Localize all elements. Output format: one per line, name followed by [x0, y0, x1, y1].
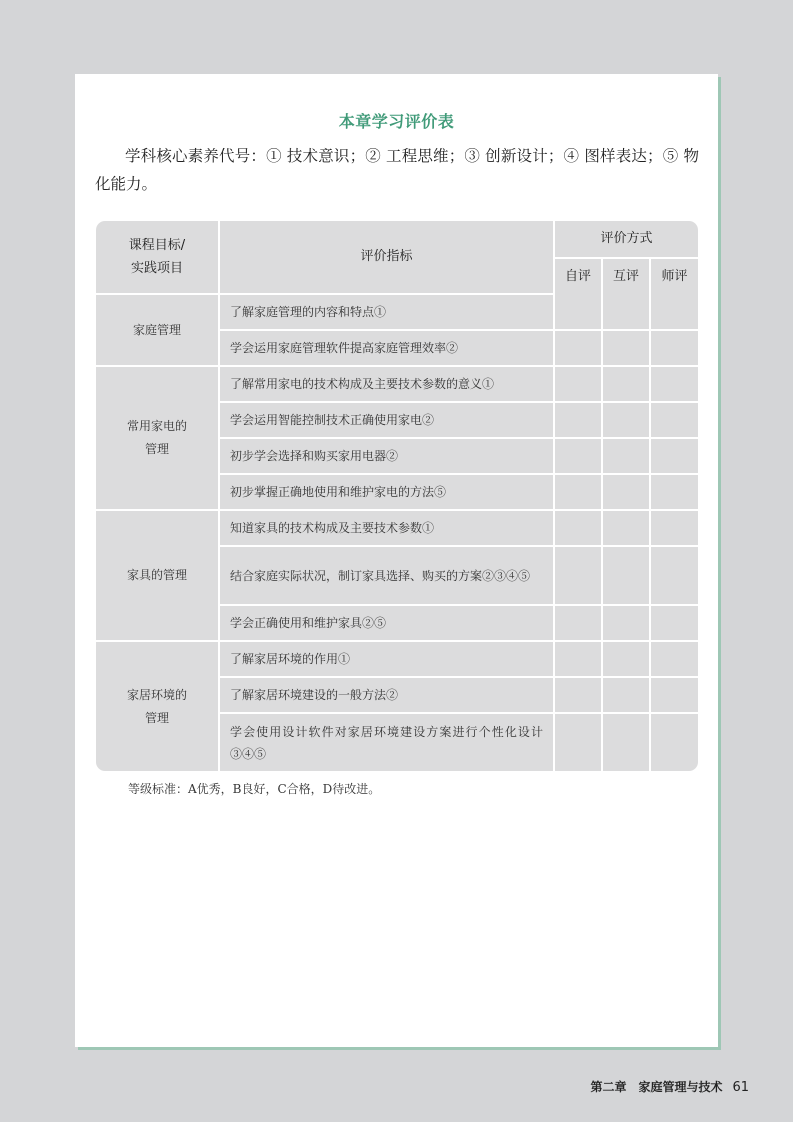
- teacher-eval-cell[interactable]: [650, 330, 698, 366]
- teacher-eval-cell[interactable]: [650, 366, 698, 402]
- header-method: 评价方式: [554, 221, 698, 258]
- teacher-eval-cell[interactable]: [650, 713, 698, 771]
- peer-eval-cell[interactable]: [602, 546, 650, 605]
- self-eval-cell[interactable]: [554, 677, 602, 713]
- peer-eval-cell[interactable]: [602, 713, 650, 771]
- self-eval-cell[interactable]: [554, 546, 602, 605]
- peer-eval-cell[interactable]: [602, 366, 650, 402]
- indicator-cell: 学会运用家庭管理软件提高家庭管理效率②: [219, 330, 554, 366]
- indicator-cell: 了解家居环境的作用①: [219, 641, 554, 677]
- peer-eval-cell[interactable]: [602, 402, 650, 438]
- peer-eval-cell[interactable]: [602, 677, 650, 713]
- peer-eval-cell[interactable]: [602, 438, 650, 474]
- self-eval-cell[interactable]: [554, 641, 602, 677]
- indicator-cell: 了解家庭管理的内容和特点①: [219, 294, 554, 330]
- peer-eval-cell[interactable]: [602, 330, 650, 366]
- self-eval-cell[interactable]: [554, 294, 602, 330]
- indicator-cell: 学会正确使用和维护家具②⑤: [219, 605, 554, 641]
- self-eval-cell[interactable]: [554, 330, 602, 366]
- project-home-environment-management: 家居环境的 管理: [96, 641, 219, 771]
- project-appliance-management: 常用家电的 管理: [96, 366, 219, 510]
- peer-eval-cell[interactable]: [602, 510, 650, 546]
- teacher-eval-cell[interactable]: [650, 474, 698, 510]
- grading-footnote: 等级标准：A优秀，B良好，C合格，D待改进。: [128, 782, 381, 796]
- indicator-cell: 了解常用家电的技术构成及主要技术参数的意义①: [219, 366, 554, 402]
- project-furniture-management: 家具的管理: [96, 510, 219, 641]
- teacher-eval-cell[interactable]: [650, 402, 698, 438]
- teacher-eval-cell[interactable]: [650, 294, 698, 330]
- peer-eval-cell[interactable]: [602, 294, 650, 330]
- page-title: 本章学习评价表: [338, 112, 455, 131]
- indicator-cell: 学会运用智能控制技术正确使用家电②: [219, 402, 554, 438]
- page-sheet: [75, 74, 718, 1047]
- self-eval-cell[interactable]: [554, 510, 602, 546]
- header-teacher: 师评: [650, 258, 698, 294]
- indicator-cell: 知道家具的技术构成及主要技术参数①: [219, 510, 554, 546]
- self-eval-cell[interactable]: [554, 438, 602, 474]
- teacher-eval-cell[interactable]: [650, 641, 698, 677]
- teacher-eval-cell[interactable]: [650, 546, 698, 605]
- teacher-eval-cell[interactable]: [650, 438, 698, 474]
- peer-eval-cell[interactable]: [602, 605, 650, 641]
- indicator-cell: 初步学会选择和购买家用电器②: [219, 438, 554, 474]
- teacher-eval-cell[interactable]: [650, 677, 698, 713]
- peer-eval-cell[interactable]: [602, 474, 650, 510]
- chapter-title: 第二章 家庭管理与技术: [590, 1080, 723, 1094]
- header-peer: 互评: [602, 258, 650, 294]
- header-self: 自评: [554, 258, 602, 294]
- teacher-eval-cell[interactable]: [650, 605, 698, 641]
- self-eval-cell[interactable]: [554, 366, 602, 402]
- page-number: 61: [732, 1080, 749, 1095]
- teacher-eval-cell[interactable]: [650, 510, 698, 546]
- peer-eval-cell[interactable]: [602, 641, 650, 677]
- self-eval-cell[interactable]: [554, 474, 602, 510]
- indicator-cell: 学会使用设计软件对家居环境建设方案进行个性化设计③④⑤: [219, 713, 554, 771]
- indicator-cell: 初步掌握正确地使用和维护家电的方法⑤: [219, 474, 554, 510]
- self-eval-cell[interactable]: [554, 402, 602, 438]
- self-eval-cell[interactable]: [554, 605, 602, 641]
- header-goal: 课程目标/ 实践项目: [96, 221, 219, 294]
- intro-paragraph: 学科核心素养代号：① 技术意识；② 工程思维；③ 创新设计；④ 图样表达；⑤ 物化能力。: [95, 147, 699, 193]
- page-footer: [590, 1078, 749, 1095]
- indicator-cell: 了解家居环境建设的一般方法②: [219, 677, 554, 713]
- indicator-cell: 结合家庭实际状况，制订家具选择、购买的方案②③④⑤: [219, 546, 554, 605]
- self-eval-cell[interactable]: [554, 713, 602, 771]
- evaluation-table: [96, 221, 698, 771]
- project-home-management: 家庭管理: [96, 294, 219, 366]
- header-indicator: 评价指标: [219, 221, 554, 294]
